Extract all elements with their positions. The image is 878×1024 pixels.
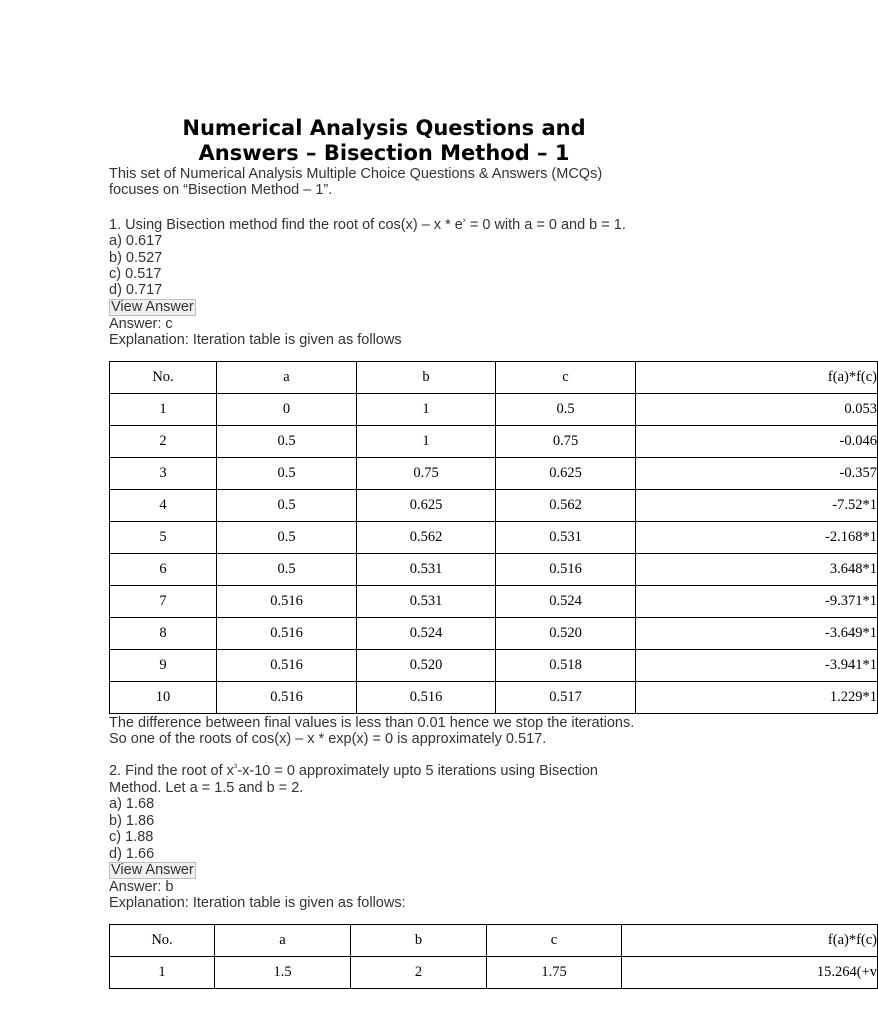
q1-option-a: a) 0.617 xyxy=(109,233,163,250)
page-title xyxy=(109,116,659,166)
cell-c: 0.517 xyxy=(496,681,636,713)
question-2-superscript: 3 xyxy=(233,764,238,771)
q1-option-d: d) 0.717 xyxy=(109,282,163,299)
q1-iteration-table xyxy=(109,361,878,714)
cell-fafc: 0.053 xyxy=(636,393,878,425)
cell-b: 0.524 xyxy=(357,617,496,649)
table-row xyxy=(110,393,878,425)
header-a: a xyxy=(215,924,351,956)
cell-fafc: 3.648*1 xyxy=(636,553,878,585)
header-no: No. xyxy=(110,361,217,393)
q1-after-line-1: The difference between final values is less than 0.01 hence we stop the iterations. xyxy=(109,714,635,731)
cell-c: 0.524 xyxy=(496,585,636,617)
article xyxy=(109,116,877,989)
intro-line-1: This set of Numerical Analysis Multiple Choice Questions & Answers (MCQs) xyxy=(109,166,603,182)
cell-a: 0.516 xyxy=(217,617,357,649)
q1-view-answer-button[interactable]: View Answer xyxy=(111,298,194,315)
table-row xyxy=(110,425,878,457)
cell-fafc: -9.371*1 xyxy=(636,585,878,617)
question-1-superscript: x xyxy=(462,217,466,224)
header-b: b xyxy=(351,924,487,956)
question-1-post: = 0 with a = 0 and b = 1. xyxy=(465,216,626,233)
intro-line-2: focuses on “Bisection Method – 1”. xyxy=(109,182,333,199)
q1-option-c: c) 0.517 xyxy=(109,266,162,283)
cell-fafc: -3.941*1 xyxy=(636,649,878,681)
cell-no: 2 xyxy=(110,425,217,457)
question-2-post: -x-10 = 0 approximately upto 5 iterations using Bisection xyxy=(237,763,598,780)
cell-a: 0.516 xyxy=(217,649,357,681)
cell-a: 1.5 xyxy=(215,956,351,988)
cell-a: 0.5 xyxy=(217,457,357,489)
question-1-text xyxy=(109,217,809,233)
q2-answer: Answer: b xyxy=(109,878,174,895)
table-row xyxy=(110,553,878,585)
table-row xyxy=(110,617,878,649)
cell-b: 1 xyxy=(357,393,496,425)
cell-a: 0.5 xyxy=(217,425,357,457)
cell-b: 0.531 xyxy=(357,553,496,585)
cell-b: 0.531 xyxy=(357,585,496,617)
cell-no: 9 xyxy=(110,649,217,681)
q2-option-c: c) 1.88 xyxy=(109,829,154,846)
cell-no: 1 xyxy=(110,956,215,988)
q1-answer: Answer: c xyxy=(109,315,173,332)
table-row xyxy=(110,649,878,681)
q1-after-line-2: So one of the roots of cos(x) – x * exp(x) = 0 is approximately 0.517. xyxy=(109,731,547,748)
title-line-2: Answers – Bisection Method – 1 xyxy=(198,141,570,165)
cell-fafc: 15.264(+v xyxy=(622,956,878,988)
q1-option-b: b) 0.527 xyxy=(109,249,163,266)
q1-explanation: Explanation: Iteration table is given as follows xyxy=(109,332,402,349)
table-header-row xyxy=(110,924,878,956)
question-2-text xyxy=(109,763,809,779)
cell-fafc: -2.168*1 xyxy=(636,521,878,553)
table-row xyxy=(110,956,878,988)
question-2-pre: 2. Find the root of x xyxy=(109,763,234,780)
cell-c: 0.562 xyxy=(496,489,636,521)
cell-fafc: -0.357 xyxy=(636,457,878,489)
cell-b: 0.520 xyxy=(357,649,496,681)
cell-b: 2 xyxy=(351,956,487,988)
header-a: a xyxy=(217,361,357,393)
header-fafc: f(a)*f(c) xyxy=(622,924,878,956)
cell-fafc: 1.229*1 xyxy=(636,681,878,713)
question-2-line-2: Method. Let a = 1.5 and b = 2. xyxy=(109,779,304,796)
q2-option-d: d) 1.66 xyxy=(109,845,155,862)
q2-option-a: a) 1.68 xyxy=(109,796,155,813)
header-fafc: f(a)*f(c) xyxy=(636,361,878,393)
q2-view-answer-button[interactable]: View Answer xyxy=(111,861,194,878)
cell-c: 0.520 xyxy=(496,617,636,649)
table-row xyxy=(110,585,878,617)
cell-no: 4 xyxy=(110,489,217,521)
table-row xyxy=(110,489,878,521)
title-line-1: Numerical Analysis Questions and xyxy=(182,116,586,140)
cell-fafc: -0.046 xyxy=(636,425,878,457)
table-row xyxy=(110,521,878,553)
cell-c: 0.531 xyxy=(496,521,636,553)
cell-c: 0.516 xyxy=(496,553,636,585)
cell-c: 0.75 xyxy=(496,425,636,457)
cell-a: 0.5 xyxy=(217,521,357,553)
question-1-pre: 1. Using Bisection method find the root of cos(x) – x * e xyxy=(109,216,463,233)
header-c: c xyxy=(487,924,622,956)
header-b: b xyxy=(357,361,496,393)
cell-fafc: -7.52*1 xyxy=(636,489,878,521)
cell-b: 1 xyxy=(357,425,496,457)
cell-no: 5 xyxy=(110,521,217,553)
cell-no: 3 xyxy=(110,457,217,489)
cell-no: 7 xyxy=(110,585,217,617)
q2-option-b: b) 1.86 xyxy=(109,812,155,829)
cell-c: 0.5 xyxy=(496,393,636,425)
cell-b: 0.562 xyxy=(357,521,496,553)
cell-no: 1 xyxy=(110,393,217,425)
header-c: c xyxy=(496,361,636,393)
cell-c: 0.625 xyxy=(496,457,636,489)
cell-a: 0 xyxy=(217,393,357,425)
cell-no: 6 xyxy=(110,553,217,585)
cell-b: 0.75 xyxy=(357,457,496,489)
q2-explanation: Explanation: Iteration table is given as follows: xyxy=(109,895,406,912)
cell-a: 0.516 xyxy=(217,681,357,713)
cell-fafc: -3.649*1 xyxy=(636,617,878,649)
cell-b: 0.625 xyxy=(357,489,496,521)
table-header-row xyxy=(110,361,878,393)
cell-c: 1.75 xyxy=(487,956,622,988)
header-no: No. xyxy=(110,924,215,956)
cell-a: 0.5 xyxy=(217,553,357,585)
cell-c: 0.518 xyxy=(496,649,636,681)
cell-a: 0.516 xyxy=(217,585,357,617)
table-row xyxy=(110,681,878,713)
table-row xyxy=(110,457,878,489)
cell-a: 0.5 xyxy=(217,489,357,521)
cell-b: 0.516 xyxy=(357,681,496,713)
q2-iteration-table xyxy=(109,924,878,989)
cell-no: 8 xyxy=(110,617,217,649)
cell-no: 10 xyxy=(110,681,217,713)
